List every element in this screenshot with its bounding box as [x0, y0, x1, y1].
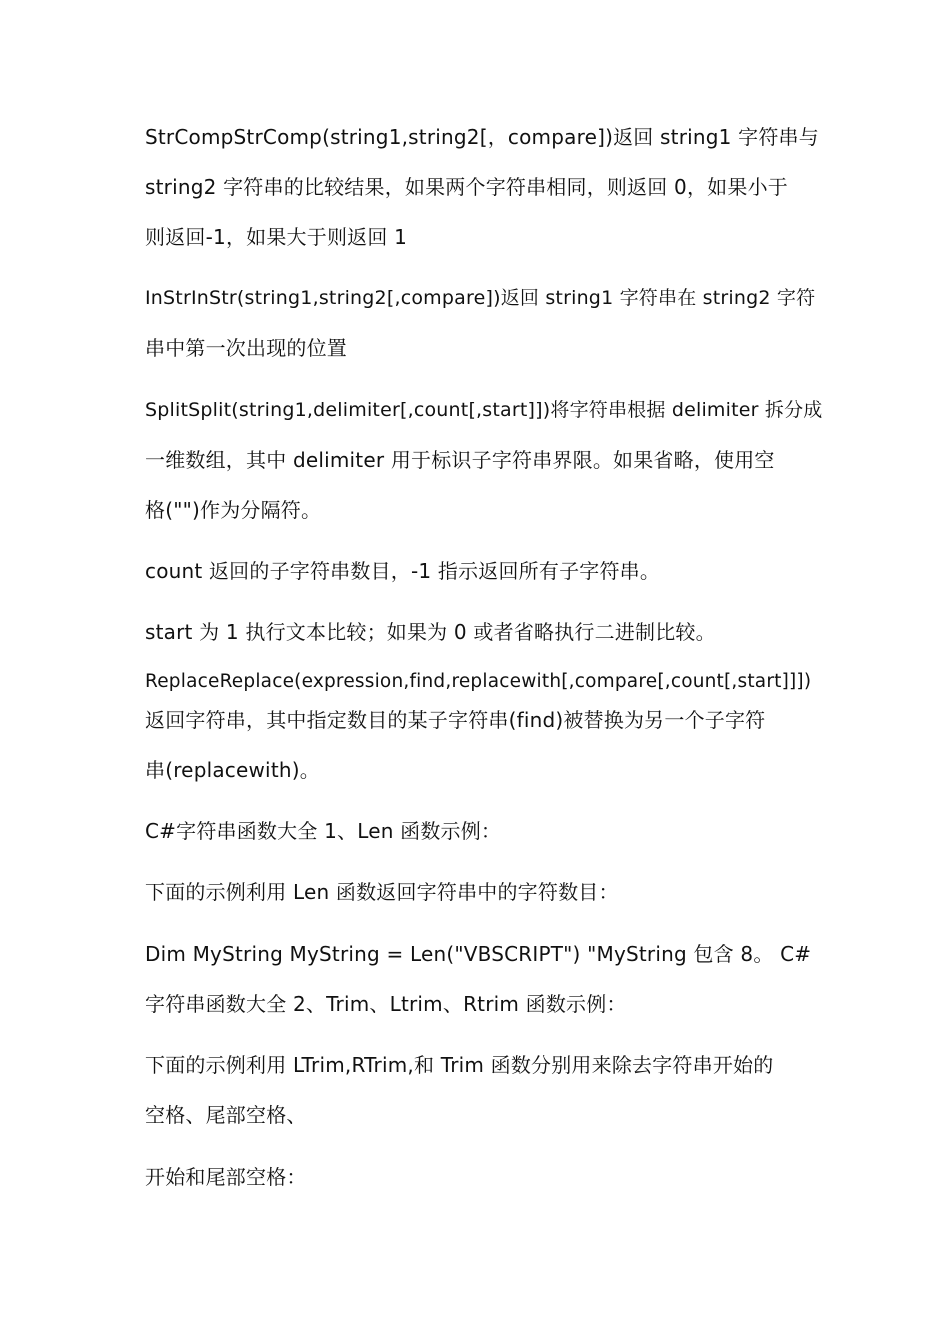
text-line: ReplaceReplace(expression,find,replacewith[,compare[,count[,start]]]) [145, 671, 812, 692]
text-line: 串中第一次出现的位置 [145, 336, 347, 360]
text-line: 下面的示例利用 LTrim,RTrim,和 Trim 函数分别用来除去字符串开始的 [145, 1053, 774, 1077]
text-line: StrCompStrComp(string1,string2[，compare])返回 string1 字符串与 [145, 125, 819, 149]
text-line: 字符串函数大全 2、Trim、Ltrim、Rtrim 函数示例： [145, 992, 627, 1016]
text-line: 格("")作为分隔符。 [145, 498, 322, 522]
text-line: start 为 1 执行文本比较；如果为 0 或者省略执行二进制比较。 [145, 620, 716, 644]
text-line: 空格、尾部空格、 [145, 1103, 307, 1127]
text-line: string2 字符串的比较结果，如果两个字符串相同，则返回 0，如果小于 [145, 175, 788, 199]
text-line: 一维数组，其中 delimiter 用于标识子字符串界限。如果省略，使用空 [145, 448, 775, 472]
text-line: SplitSplit(string1,delimiter[,count[,start]])将字符串根据 delimiter 拆分成 [145, 399, 823, 421]
text-line: 开始和尾部空格： [145, 1165, 307, 1189]
text-line: 返回字符串，其中指定数目的某子字符串(find)被替换为另一个子字符 [145, 708, 766, 732]
text-line: 下面的示例利用 Len 函数返回字符串中的字符数目： [145, 880, 619, 904]
text-line: InStrInStr(string1,string2[,compare])返回 string1 字符串在 string2 字符 [145, 287, 816, 309]
text-line: 串(replacewith)。 [145, 758, 320, 782]
text-line: count 返回的子字符串数目，-1 指示返回所有子字符串。 [145, 559, 661, 583]
text-line: 则返回-1，如果大于则返回 1 [145, 225, 408, 249]
text-line: C#字符串函数大全 1、Len 函数示例： [145, 819, 502, 843]
text-line: Dim MyString MyString = Len("VBSCRIPT") "MyString 包含 8。 C# [145, 942, 812, 966]
